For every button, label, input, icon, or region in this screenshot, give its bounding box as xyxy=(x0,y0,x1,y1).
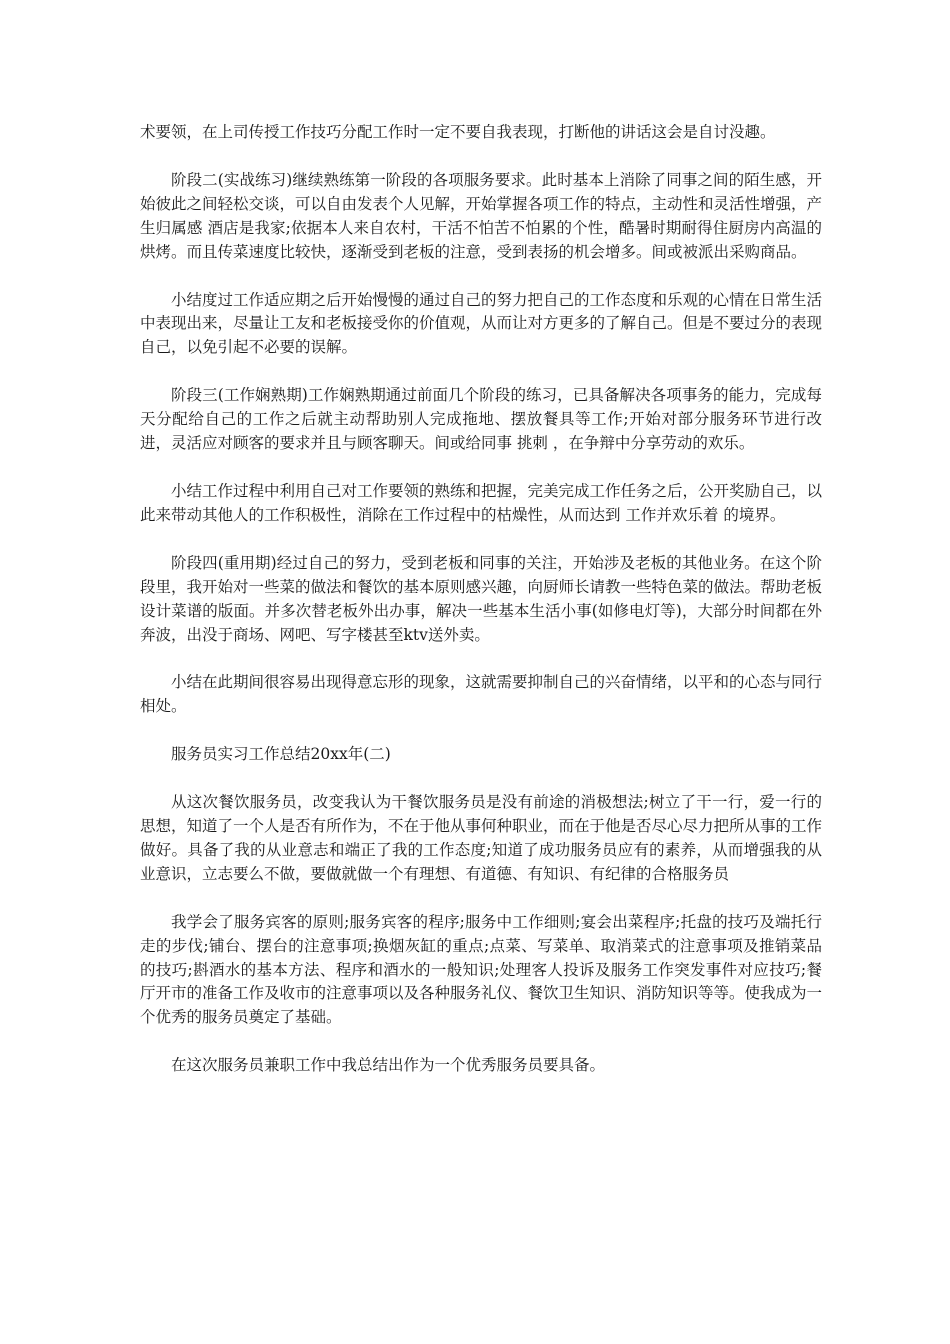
section-heading: 服务员实习工作总结20xx年(二) xyxy=(171,745,391,764)
paragraph-closing: 在这次服务员兼职工作中我总结出作为一个优秀服务员要具备。 xyxy=(171,1056,606,1075)
paragraph-summary-one: 小结度过工作适应期之后开始慢慢的通过自己的努力把自己的工作态度和乐观的心情在日常生活中表现出来，尽量让工友和老板接受你的价值观，从而让对方更多的了解自己。但是不要过分的表现自己，以免引起不必要的误解。 xyxy=(140,290,823,357)
paragraph-continuation: 术要领，在上司传授工作技巧分配工作时一定不要自我表现，打断他的讲话这会是自讨没趣。 xyxy=(140,123,776,141)
paragraph-skills-learned: 我学会了服务宾客的原则;服务宾客的程序;服务中工作细则;宴会出菜程序;托盘的技巧及端托行走的步伐;铺台、摆台的注意事项;换烟灰缸的重点;点菜、写菜单、取消菜式的注意事项及推销菜品的技巧;斟酒水的基本方法、程序和酒水的一般知识;处理客人投诉及服务工作突发事件对应技巧;餐厅开市的准备工作及收市的注意事项以及各种服务礼仪、餐饮卫生知识、消防知识等等。使我成为一个优秀的服务员奠定了基础。 xyxy=(140,912,823,1027)
paragraph-summary-two: 小结工作过程中利用自己对工作要领的熟练和把握，完美完成工作任务之后，公开奖励自己，以此来带动其他人的工作积极性，消除在工作过程中的枯燥性，从而达到 工作并欢乐着 的境界。 xyxy=(140,481,823,524)
paragraph-reflection: 从这次餐饮服务员，改变我认为干餐饮服务员是没有前途的消极想法;树立了干一行，爱一行的思想，知道了一个人是否有所作为，不在于他从事何种职业，而在于他是否尽心尽力把所从事的工作做好。具备了我的从业意志和端正了我的工作态度;知道了成功服务员应有的素养，从而增强我的从业意识，立志要么不做，要做就做一个有理想、有道德、有知识、有纪律的合格服务员 xyxy=(140,793,823,883)
paragraph-stage-two: 阶段二(实战练习)继续熟练第一阶段的各项服务要求。此时基本上消除了同事之间的陌生感，开始彼此之间轻松交谈，可以自由发表个人见解，开始掌握各项工作的特点，主动性和灵活性增强，产生归属感 酒店是我家;依据本人来自农村，干活不怕苦不怕累的个性，酷暑时期耐得住厨房内高温的烘烤。而且传菜速度比较快，逐渐受到老板的注意，受到表扬的机会增多。间或被派出采购商品。 xyxy=(140,170,823,261)
paragraph-stage-four: 阶段四(重用期)经过自己的努力，受到老板和同事的关注，开始涉及老板的其他业务。在这个阶段里，我开始对一些菜的做法和餐饮的基本原则感兴趣，向厨师长请教一些特色菜的做法。帮助老板设计菜谱的版面。并多次替老板外出办事，解决一些基本生活小事(如修电灯等)，大部分时间都在外奔波，出没于商场、网吧、写字楼甚至ktv送外卖。 xyxy=(140,553,823,644)
paragraph-stage-three: 阶段三(工作娴熟期)工作娴熟期通过前面几个阶段的练习，已具备解决各项事务的能力，完成每天分配给自己的工作之后就主动帮助别人完成拖地、摆放餐具等工作;开始对部分服务环节进行改进，灵活应对顾客的要求并且与顾客聊天。间或给同事 挑刺 ，在争辩中分享劳动的欢乐。 xyxy=(140,386,822,453)
paragraph-summary-three: 小结在此期间很容易出现得意忘形的现象，这就需要抑制自己的兴奋情绪，以平和的心态与同行相处。 xyxy=(140,673,823,716)
document-page xyxy=(140,121,822,1102)
